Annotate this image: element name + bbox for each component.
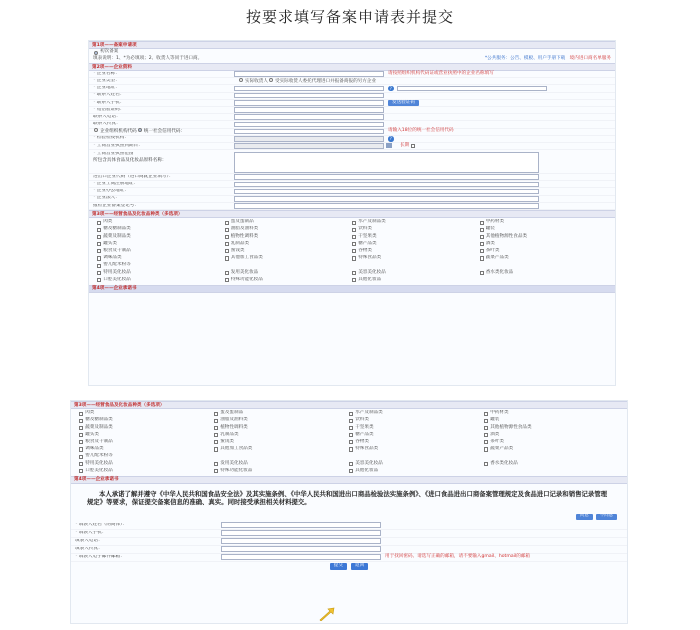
checkbox-icon[interactable] bbox=[484, 447, 488, 451]
category-checkbox[interactable]: 香水类化妆品 bbox=[480, 269, 608, 276]
category-checkbox[interactable]: 谷物类 bbox=[352, 248, 480, 255]
address-detail-input[interactable] bbox=[397, 86, 547, 92]
section1-header: 第1项——备案申请项 bbox=[89, 41, 615, 49]
category-checkbox[interactable]: 罐装 bbox=[480, 226, 608, 233]
checkbox-icon[interactable] bbox=[349, 419, 353, 423]
category-checkbox[interactable]: 特殊食品类 bbox=[352, 255, 480, 262]
desc-line bbox=[89, 56, 615, 63]
agree-button[interactable]: 同意 bbox=[576, 514, 593, 520]
checkbox-icon[interactable] bbox=[79, 426, 83, 430]
checkbox-icon[interactable] bbox=[225, 249, 229, 253]
radio-icon[interactable] bbox=[239, 78, 243, 82]
checkbox-icon[interactable] bbox=[214, 433, 218, 437]
inspect-org-select[interactable] bbox=[234, 136, 384, 142]
category-checkbox[interactable]: 干坚果类 bbox=[349, 424, 484, 431]
declaration-text: 本人承诺了解并遵守《中华人民共和国食品安全法》及其实施条例、《中华人民共和国进出口商品检验法实施条例》、《进口食品进出口商备案管理规定及食品进口记录和销售记录管理规定》等要求，保证提交备案信息的准确、真实。同时接受承担相关材料提交。 bbox=[87, 489, 608, 507]
category-checkbox[interactable]: 植物性调料类 bbox=[214, 424, 349, 431]
checkbox-icon[interactable] bbox=[480, 256, 484, 260]
checkbox-icon[interactable] bbox=[79, 469, 83, 473]
field-input[interactable] bbox=[234, 93, 384, 99]
checkbox-icon[interactable] bbox=[225, 228, 229, 232]
license-expiry-input[interactable] bbox=[234, 143, 384, 149]
category-checkbox[interactable]: 美容美化妆品 bbox=[352, 269, 480, 276]
category-checkbox[interactable]: 糖产品类 bbox=[352, 241, 480, 248]
filler-input[interactable] bbox=[221, 530, 381, 536]
checkbox-icon[interactable] bbox=[97, 235, 101, 239]
category-checkbox[interactable]: 油脂及油料类 bbox=[214, 417, 349, 424]
checkbox-icon[interactable] bbox=[79, 455, 83, 459]
send-code-button[interactable]: 发送验证码 bbox=[388, 100, 419, 106]
checkbox-icon[interactable] bbox=[214, 419, 218, 423]
checkbox-icon[interactable] bbox=[79, 462, 83, 466]
checkbox-icon[interactable] bbox=[97, 264, 101, 268]
checkbox-icon[interactable] bbox=[79, 440, 83, 444]
section2-header: 第2项——企业资料 bbox=[89, 63, 615, 71]
section3-header: 第3项——经营食品及化妆品种类（多选项） bbox=[71, 401, 627, 409]
category-checkbox[interactable]: 罐头类 bbox=[79, 432, 214, 439]
checkbox-icon[interactable] bbox=[352, 278, 356, 282]
email-note: 用于找回密码、请选写正确的邮箱，请不要输入gmail、hotmail的邮箱 bbox=[385, 553, 530, 559]
checkbox-icon[interactable] bbox=[349, 440, 353, 444]
category-checkbox[interactable]: 发用美化妆品 bbox=[214, 460, 349, 467]
category-checkbox[interactable] bbox=[480, 262, 608, 269]
category-checkbox[interactable]: 蛋及蛋制品 bbox=[214, 410, 349, 417]
category-checkbox[interactable]: 植物性调料类 bbox=[225, 233, 353, 240]
checkbox-icon[interactable] bbox=[214, 462, 218, 466]
form-row: * 企业地址： ? bbox=[89, 85, 615, 92]
radio-icon[interactable] bbox=[269, 78, 273, 82]
category-checkbox[interactable]: 其他化妆品 bbox=[349, 468, 484, 475]
category-checkbox[interactable]: 蛋及蛋制品 bbox=[225, 219, 353, 226]
category-checkbox[interactable]: 蔬菜及制品类 bbox=[79, 424, 214, 431]
checkbox-icon[interactable] bbox=[352, 235, 356, 239]
checkbox-icon[interactable] bbox=[480, 242, 484, 246]
import-service-link[interactable]: 境内进口商名单服务 bbox=[569, 56, 611, 62]
form-row: * 企业类型： 实际收货人 受实际收货人委托代理进口并报备商报的另方企业 bbox=[89, 78, 615, 85]
field-input[interactable] bbox=[234, 196, 539, 202]
category-checkbox[interactable]: 茶叶类 bbox=[480, 248, 608, 255]
checkbox-icon[interactable] bbox=[214, 426, 218, 430]
checkbox-icon[interactable] bbox=[97, 256, 101, 260]
category-checkbox[interactable]: 罐头类 bbox=[97, 241, 225, 248]
form-row: 联系人传真： bbox=[89, 121, 615, 128]
checkbox-icon[interactable] bbox=[97, 278, 101, 282]
filler-row: * 填表人电子邮件邮箱： 用于找回密码、请选写正确的邮箱，请不要输入gmail、hotmail的邮箱 bbox=[71, 554, 627, 562]
form-row: * 短信验证码： bbox=[89, 107, 615, 114]
category-checkbox[interactable]: 茶叶类 bbox=[484, 439, 619, 446]
section4-header-collapsed: 第4项——企业承诺书 bbox=[89, 285, 615, 293]
row-inspect: * 检验检疫机构： ? bbox=[89, 136, 615, 143]
form-row: * 联系人姓名： bbox=[89, 93, 615, 100]
checkbox-icon[interactable] bbox=[480, 249, 484, 253]
page-title: 按要求填写备案申请表并提交 bbox=[245, 8, 454, 26]
form-row: * 企业名称： 请按照组织机构代码证或营业执照中的企业名称填写 bbox=[89, 71, 615, 78]
category-checkbox[interactable]: 肉类 bbox=[79, 410, 214, 417]
category-checkbox[interactable]: 酒类 bbox=[480, 241, 608, 248]
checkbox-icon[interactable] bbox=[225, 221, 229, 225]
checkbox-icon[interactable] bbox=[349, 412, 353, 416]
category-checkbox[interactable]: 口腔美化妆品 bbox=[97, 277, 225, 284]
field-input[interactable] bbox=[234, 182, 539, 188]
checkbox-icon[interactable] bbox=[97, 242, 101, 246]
category-checkbox[interactable] bbox=[484, 453, 619, 460]
category-checkbox[interactable]: 口腔美化妆品 bbox=[79, 468, 214, 475]
category-checkbox[interactable]: 香水类化妆品 bbox=[484, 460, 619, 467]
checkbox-icon[interactable] bbox=[480, 271, 484, 275]
checkbox-icon[interactable] bbox=[97, 228, 101, 232]
checkbox-icon[interactable] bbox=[349, 426, 353, 430]
checkbox-icon[interactable] bbox=[480, 221, 484, 225]
category-checkbox[interactable]: 特用美化妆品 bbox=[79, 460, 214, 467]
form-screenshot-top bbox=[88, 40, 616, 386]
checkbox-icon[interactable] bbox=[480, 235, 484, 239]
field-input[interactable] bbox=[234, 107, 384, 113]
category-checkbox[interactable] bbox=[352, 262, 480, 269]
checkbox-icon[interactable] bbox=[349, 433, 353, 437]
checkbox-icon[interactable] bbox=[484, 426, 488, 430]
filler-row: * 填表人手机： bbox=[71, 530, 627, 538]
checkbox-icon[interactable] bbox=[352, 242, 356, 246]
checkbox-icon[interactable] bbox=[352, 249, 356, 253]
category-checkbox[interactable]: 谷物类 bbox=[349, 439, 484, 446]
field-input[interactable] bbox=[234, 86, 384, 92]
category-checkbox[interactable]: 粮食及干制品 bbox=[79, 439, 214, 446]
form-instructions: 填表说明：1、*为必填项；2、收货人等同于进口商。 bbox=[93, 56, 203, 62]
filler-input[interactable] bbox=[221, 538, 381, 544]
category-checkbox[interactable]: 饮料类 bbox=[349, 417, 484, 424]
category-checkbox[interactable] bbox=[214, 453, 349, 460]
disagree-button[interactable]: 不同意 bbox=[596, 514, 617, 520]
checkbox-icon[interactable] bbox=[484, 440, 488, 444]
form-screenshot-bottom bbox=[70, 400, 628, 624]
radio-icon[interactable] bbox=[94, 128, 98, 132]
business-scope-textarea[interactable] bbox=[234, 152, 539, 173]
checkbox-icon[interactable] bbox=[97, 221, 101, 225]
credit-code-input[interactable] bbox=[234, 129, 384, 135]
checkbox-icon[interactable] bbox=[225, 256, 229, 260]
checkbox-icon[interactable] bbox=[225, 242, 229, 246]
checkbox-icon[interactable] bbox=[484, 433, 488, 437]
radio-icon[interactable] bbox=[138, 128, 142, 132]
category-checkbox[interactable]: 其他加工食品类 bbox=[214, 446, 349, 453]
row-code: 企业组织机构代码 统一社会信用代码： 请输入18位的统一社会信用代码 bbox=[89, 129, 615, 136]
category-checkbox[interactable]: 特殊食品类 bbox=[349, 446, 484, 453]
checkbox-icon[interactable] bbox=[79, 433, 83, 437]
filler-input[interactable] bbox=[221, 522, 381, 528]
checkbox-icon[interactable] bbox=[225, 278, 229, 282]
form-row: 进出口企业代码（进口商就企业填写）： bbox=[89, 174, 615, 181]
category-checkbox[interactable]: 粮食及干制品 bbox=[97, 248, 225, 255]
category-checkbox[interactable] bbox=[349, 453, 484, 460]
category-checkbox[interactable]: 酒类 bbox=[484, 432, 619, 439]
category-checkbox[interactable]: 乳制品类 bbox=[225, 241, 353, 248]
checkbox-icon[interactable] bbox=[225, 271, 229, 275]
category-checkbox[interactable]: 蜜饯类 bbox=[225, 248, 353, 255]
category-checkbox[interactable] bbox=[484, 468, 619, 475]
help-icon[interactable]: ? bbox=[389, 136, 392, 142]
help-icon[interactable]: ? bbox=[389, 85, 392, 91]
checkbox-icon[interactable] bbox=[480, 228, 484, 232]
checkbox-icon[interactable] bbox=[349, 462, 353, 466]
category-checkbox[interactable]: 中药材类 bbox=[480, 219, 608, 226]
submit-button[interactable]: 提交 bbox=[330, 563, 347, 570]
field-input[interactable] bbox=[234, 71, 384, 77]
category-checkbox[interactable]: 糖及糖制品类 bbox=[79, 417, 214, 424]
category-checkbox[interactable]: 其他加工食品类 bbox=[225, 255, 353, 262]
category-checkbox[interactable]: 特殊功能化妆品 bbox=[214, 468, 349, 475]
category-checkbox[interactable]: 蔬菜产品类 bbox=[484, 446, 619, 453]
checkbox-icon[interactable] bbox=[484, 412, 488, 416]
checkbox-icon[interactable] bbox=[97, 249, 101, 253]
category-checkbox[interactable]: 婴儿配米粉等 bbox=[97, 262, 225, 269]
row-scope: * 工商营业执照范围 所包含具体食品及化妆品原料名称： bbox=[89, 150, 615, 174]
checkbox-icon[interactable] bbox=[79, 412, 83, 416]
checkbox-icon[interactable] bbox=[214, 440, 218, 444]
checkbox-icon[interactable] bbox=[352, 271, 356, 275]
cursor-arrow-icon bbox=[319, 607, 335, 621]
form-row: * 企业办公地址： bbox=[89, 188, 615, 195]
filler-row: 填表人传真： bbox=[71, 546, 627, 554]
category-checkbox[interactable] bbox=[480, 277, 608, 284]
category-checkbox[interactable]: 蜜饯类 bbox=[214, 439, 349, 446]
checkbox-icon[interactable] bbox=[484, 419, 488, 423]
calendar-icon[interactable] bbox=[386, 143, 392, 148]
checkbox-icon[interactable] bbox=[97, 271, 101, 275]
checkbox-icon[interactable] bbox=[352, 256, 356, 260]
field-input[interactable] bbox=[234, 100, 384, 106]
section4-header: 第4项——企业承诺书 bbox=[71, 476, 627, 484]
category-checkbox[interactable]: 肉类 bbox=[97, 219, 225, 226]
checkbox-icon[interactable] bbox=[352, 221, 356, 225]
filler-input[interactable] bbox=[221, 554, 381, 560]
row-validity: * 工商营业执照到期日： 长期 bbox=[89, 143, 615, 150]
form-row: * 企业法人： bbox=[89, 196, 615, 203]
category-checkbox[interactable]: 调味品类 bbox=[97, 255, 225, 262]
category-checkbox[interactable]: 水产及制品类 bbox=[352, 219, 480, 226]
field-input[interactable] bbox=[234, 203, 539, 209]
category-checkbox[interactable] bbox=[225, 262, 353, 269]
category-checkbox[interactable]: 其他化妆品 bbox=[352, 277, 480, 284]
category-checkbox[interactable]: 发用美化妆品 bbox=[225, 269, 353, 276]
filler-row: 填表人电话： bbox=[71, 538, 627, 546]
form-row: 联系人电话： bbox=[89, 114, 615, 121]
checkbox-icon[interactable] bbox=[349, 447, 353, 451]
public-service-link[interactable]: *公共服务：公告、模板、用户手册下载 bbox=[484, 56, 566, 62]
filler-row: * 填表人姓名（的商体）： bbox=[71, 522, 627, 530]
category-checkbox[interactable]: 糖及糖制品类 bbox=[97, 226, 225, 233]
category-checkbox[interactable]: 罐装 bbox=[484, 417, 619, 424]
category-checkbox[interactable]: 乳制品类 bbox=[214, 432, 349, 439]
checkbox-icon[interactable] bbox=[79, 447, 83, 451]
category-checkbox[interactable]: 饮料类 bbox=[352, 226, 480, 233]
category-checkbox[interactable]: 干坚果类 bbox=[352, 233, 480, 240]
form-row: * 企业工商注册地址： bbox=[89, 181, 615, 188]
category-checkbox[interactable]: 蔬菜产品类 bbox=[480, 255, 608, 262]
checkbox-icon[interactable] bbox=[214, 469, 218, 473]
category-checkbox[interactable]: 糖产品类 bbox=[349, 432, 484, 439]
field-note: 请按照组织机构代码证或营业执照中的企业名称填写 bbox=[388, 70, 494, 76]
back-button[interactable]: 返回 bbox=[351, 563, 368, 570]
checkbox-icon[interactable] bbox=[214, 447, 218, 451]
category-checkbox[interactable]: 其他植物源性食品类 bbox=[480, 233, 608, 240]
checkbox-icon[interactable] bbox=[484, 462, 488, 466]
filler-input[interactable] bbox=[221, 546, 381, 552]
category-checkbox[interactable]: 调味品类 bbox=[79, 446, 214, 453]
radio-icon[interactable] bbox=[94, 51, 98, 55]
category-checkbox[interactable]: 美容美化妆品 bbox=[349, 460, 484, 467]
category-checkbox[interactable]: 特殊功能化妆品 bbox=[225, 277, 353, 284]
category-checkbox[interactable]: 其他植物源性食品类 bbox=[484, 424, 619, 431]
field-input[interactable] bbox=[234, 189, 539, 195]
category-checkbox[interactable]: 油脂及油料类 bbox=[225, 226, 353, 233]
checkbox-icon[interactable] bbox=[225, 235, 229, 239]
form-row: * 联系人手机： 发送验证码 bbox=[89, 100, 615, 107]
category-checkbox[interactable]: 婴儿配米粉等 bbox=[79, 453, 214, 460]
form-row: 报检企业备案登记号： bbox=[89, 203, 615, 210]
field-input[interactable] bbox=[234, 174, 539, 180]
option-initial[interactable]: 初次备案 bbox=[89, 49, 615, 56]
category-checkbox[interactable]: 特用美化妆品 bbox=[97, 269, 225, 276]
category-checkbox[interactable]: 水产及制品类 bbox=[349, 410, 484, 417]
category-checkbox[interactable]: 蔬菜及制品类 bbox=[97, 233, 225, 240]
field-input[interactable] bbox=[234, 114, 384, 120]
credit-code-note: 请输入18位的统一社会信用代码 bbox=[388, 128, 454, 134]
checkbox-icon[interactable] bbox=[79, 419, 83, 423]
section3-header: 第3项——经营食品及化妆品种类（多选项） bbox=[89, 210, 615, 218]
checkbox-icon[interactable] bbox=[214, 412, 218, 416]
category-checkbox[interactable]: 中药材类 bbox=[484, 410, 619, 417]
field-input[interactable] bbox=[234, 122, 384, 128]
checkbox-icon[interactable] bbox=[349, 469, 353, 473]
longterm-checkbox[interactable] bbox=[411, 144, 415, 148]
checkbox-icon[interactable] bbox=[352, 228, 356, 232]
